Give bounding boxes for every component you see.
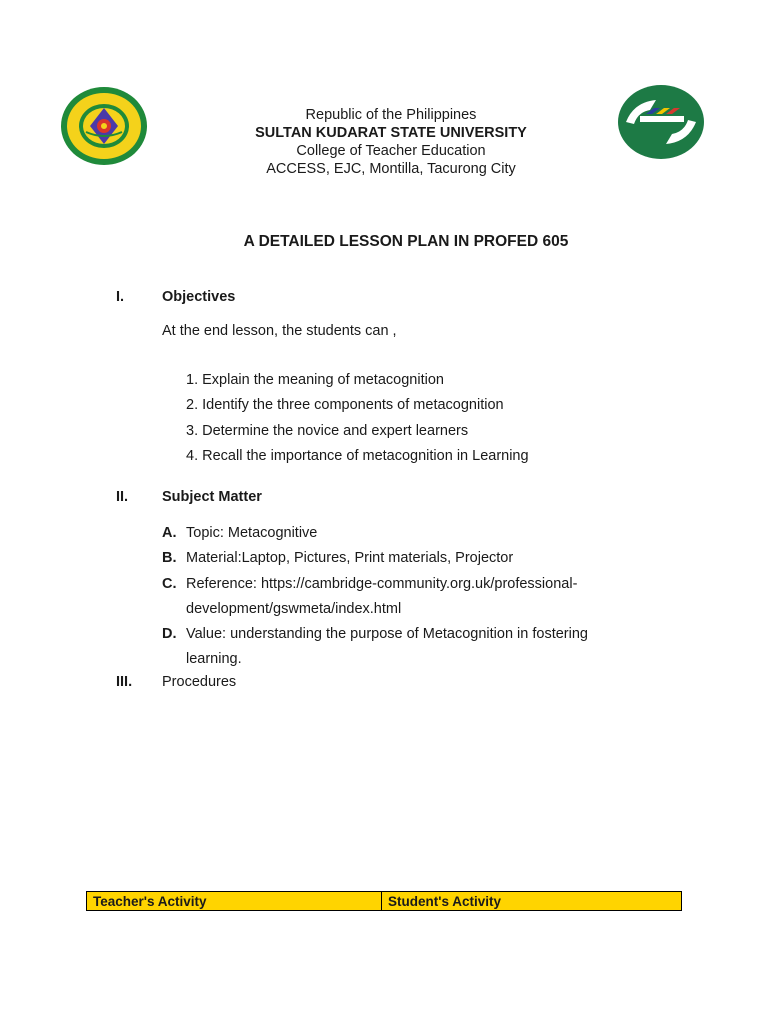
- item-letter: B.: [162, 550, 177, 567]
- objective-item: 4. Recall the importance of metacognition in Learning: [186, 447, 529, 464]
- table-header-row: [87, 892, 682, 911]
- item-text: Material:Laptop, Pictures, Print materials, Projector: [186, 550, 514, 567]
- item-letter: D.: [162, 626, 177, 643]
- section-objectives-title: Objectives: [162, 289, 236, 305]
- objectives-intro: At the end lesson, the students can ,: [162, 323, 397, 339]
- subject-matter-item: [162, 521, 632, 546]
- objective-item: 3. Determine the novice and expert learners: [186, 422, 469, 439]
- page-title: A DETAILED LESSON PLAN IN PROFED 605: [243, 233, 569, 250]
- item-letter: A.: [162, 525, 177, 541]
- republic-line: Republic of the Philippines: [305, 107, 477, 123]
- college-name: College of Teacher Education: [296, 143, 486, 159]
- subject-matter-item: [162, 622, 632, 673]
- objective-item: 1. Explain the meaning of metacognition: [186, 372, 444, 388]
- section-procedures-number: III.: [116, 674, 133, 690]
- item-letter: C.: [162, 575, 177, 592]
- objective-item: 2. Identify the three components of metacognition: [186, 397, 504, 414]
- subject-matter-item: [162, 546, 632, 571]
- document-header: [0, 106, 768, 178]
- address-line: ACCESS, EJC, Montilla, Tacurong City: [266, 161, 516, 177]
- objectives-list: [186, 371, 529, 472]
- section-procedures-title: Procedures: [162, 674, 237, 690]
- reference-link: Reference: https://cambridge-community.org.uk/professional-development/gswmeta/index.html: [186, 575, 578, 617]
- subject-matter-item: [162, 572, 632, 623]
- teachers-activity-header: Teacher's Activity: [87, 892, 382, 911]
- section-subject-matter-number: II.: [116, 489, 129, 505]
- students-activity-header: Student's Activity: [382, 892, 682, 911]
- activity-table: [86, 891, 682, 911]
- section-subject-matter-title: Subject Matter: [162, 489, 262, 505]
- section-objectives-number: I.: [116, 289, 125, 305]
- item-text: Topic: Metacognitive: [186, 525, 318, 541]
- item-text: Value: understanding the purpose of Metacognition in fostering learning.: [186, 626, 588, 668]
- university-name: SULTAN KUDARAT STATE UNIVERSITY: [255, 125, 527, 141]
- subject-matter-list: [162, 521, 632, 673]
